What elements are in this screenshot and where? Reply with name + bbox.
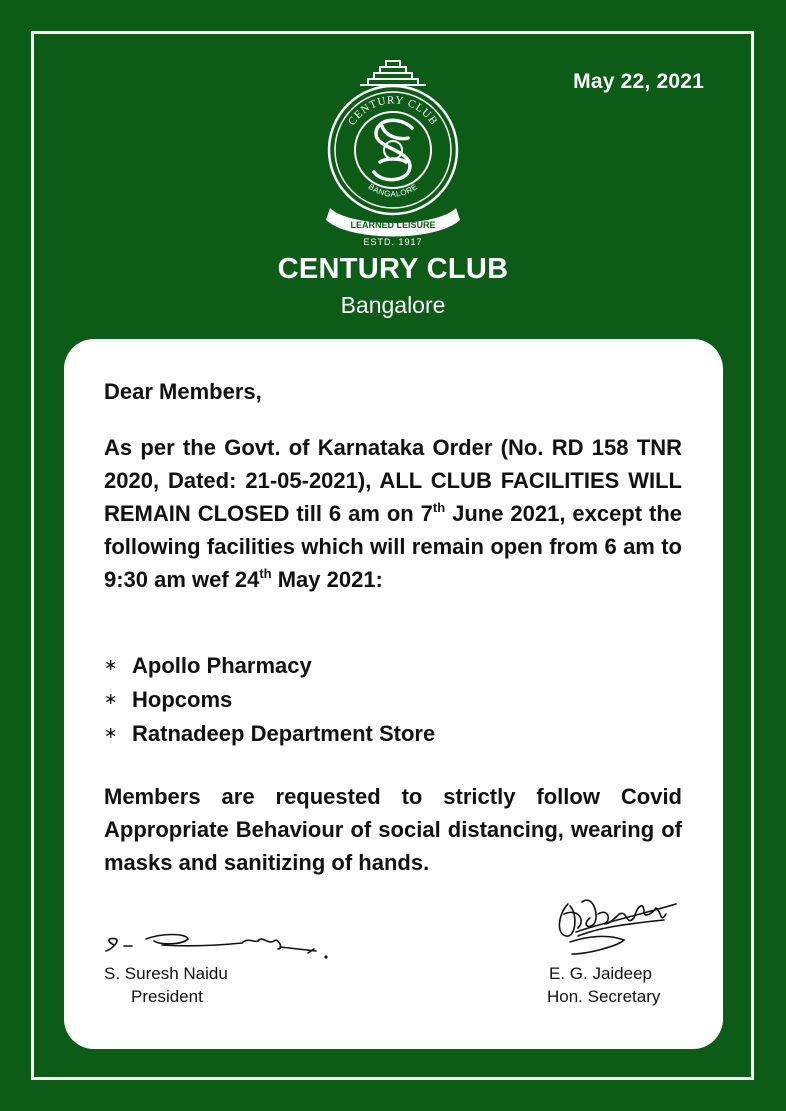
notice-text-part1: As per the Govt. of Karnataka Order (No. RD 158 TNR 2020, Dated: 21-05-2021), ALL CLUB FACILITIES WILL REMAIN CLOSED till 6 am on 7 (104, 435, 682, 526)
secretary-title: Hon. Secretary (547, 987, 661, 1006)
notice-text-part2: June 2021, except the following facilities which will remain open from 6 am to 9:30 am wef 24 (104, 501, 683, 592)
club-name: CENTURY CLUB (277, 253, 509, 285)
logo-estd-text: ESTD. 1917 (363, 237, 423, 247)
logo-inner-text: BANGALORE (366, 182, 420, 199)
open-facilities-list (104, 649, 435, 751)
closing-paragraph: Members are requested to strictly follow Covid Appropriate Behaviour of social distancing, wearing of masks and sanitizing of hands. (104, 784, 682, 875)
president-signature (102, 919, 342, 969)
president-name: S. Suresh Naidu (104, 964, 228, 983)
facility-name: Ratnadeep Department Store (132, 721, 436, 746)
logo-arc-text: CENTURY CLUB (345, 94, 441, 128)
svg-text:BANGALORE (367, 182, 420, 199)
facility-name: Apollo Pharmacy (132, 653, 312, 678)
facility-name: Hopcoms (132, 687, 233, 712)
list-item (104, 683, 435, 717)
ordinal-suffix: th (432, 500, 446, 515)
letter-date: May 22, 2021 (573, 70, 704, 93)
secretary-name: E. G. Jaideep (549, 964, 653, 983)
notice-card (64, 339, 723, 1049)
salutation: Dear Members, (104, 379, 262, 404)
asterisk-bullet-icon: ∗ (104, 691, 118, 708)
notice-paragraph (104, 431, 682, 596)
century-club-logo (320, 58, 466, 248)
club-city: Bangalore (340, 292, 446, 318)
secretary-signature (548, 884, 688, 969)
asterisk-bullet-icon: ∗ (104, 657, 118, 674)
ordinal-suffix: th (259, 566, 272, 581)
notice-text-part3: May 2021: (271, 567, 383, 592)
list-item (104, 649, 435, 683)
asterisk-bullet-icon: ∗ (104, 725, 118, 742)
list-item (104, 717, 435, 751)
president-title: President (131, 987, 203, 1006)
logo-ribbon-text: LEARNED LEISURE (350, 220, 436, 230)
